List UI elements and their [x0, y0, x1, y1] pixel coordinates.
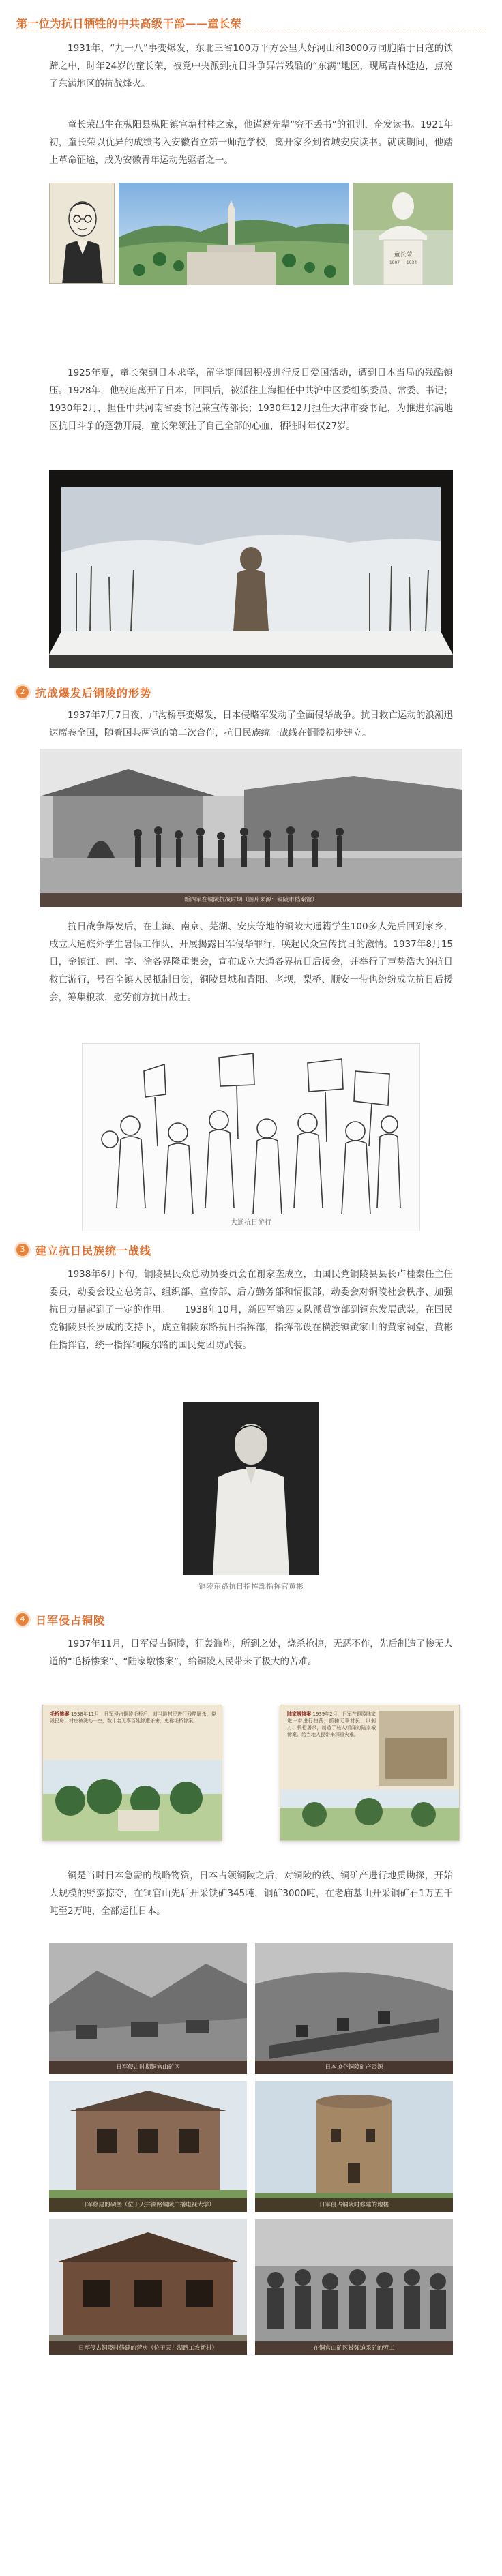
- section-3-paragraph-1: 1938年6月下旬，铜陵县民众总动员委员会在谢家垄成立，由国民党铜陵县县长卢桂秦任主任委员，动委会设立总务部、组织部、宣传部、后方勤务部和情报部，动委会对铜陵社会秩序、加强抗日力量起到了一定的作用。 1938年10月，新四军第四支队派黄宽部到铜东发展武装，在国民党铜陵县长罗成的支持下，成立铜陵东路抗日指挥部，指挥部设在横渡镇黄家山的黄家祠堂，黄彬任指挥官，统一指挥铜陵东路的国民党团防武装。: [49, 1269, 453, 1351]
- section-4-title: 日军侵占铜陵: [35, 1614, 106, 1627]
- section-1: [0, 12, 502, 31]
- mine-photo-3: [49, 2081, 247, 2212]
- diorama-exhibit-drawing: [49, 470, 453, 668]
- section-3-header: [16, 1240, 486, 1261]
- section-4-paragraph-2: 铜是当时日本急需的战略物资，日本占领铜陵之后，对铜陵的铁、铜矿产进行地质勘探，开始大规模的野蛮掠夺，在铜官山先后开采铁矿345吨，铜矿3000吨，在老庙基山开采铜矿石1万五千吨至2万吨，全部运往日本。: [49, 1870, 453, 1917]
- massacre-card-right-body: 1939年2月，日军在铜陵陆家墩一带进行扫荡，抓捕无辜村民，以刺刀、机枪屠杀，制造了骇人听闻的陆家墩惨案，给当地人民带来深重灾难。: [287, 1711, 376, 1737]
- section-2-badge: 2: [16, 686, 29, 698]
- section-1-paragraph-3: 1925年夏，童长荣到日本求学，留学期间因积极进行反日爱国活动，遭到日本当局的残酷镇压。1928年，他被迫离开了日本，回国后，被派往上海担任中共沪中区委组织委员、常委、书记；1930年2月，担任中共河南省委书记兼宣传部长；1930年12月担任天津市委书记，为推进东满地区抗日斗争的蓬勃开展，童长荣领注了自己全部的心血，牺牲时年仅27岁。: [49, 368, 453, 432]
- mine-photo-5-drawing: [49, 2219, 247, 2355]
- mine-photo-4: [255, 2081, 453, 2212]
- mine-photo-4-caption: 日军侵占铜陵时修建的炮楼: [255, 2198, 453, 2212]
- sketch-portrait-drawing: [50, 183, 115, 284]
- mine-photo-5: [49, 2219, 247, 2355]
- troops-march-photo: [40, 749, 462, 907]
- massacre-card-right: [280, 1705, 460, 1841]
- section-4-badge: 4: [16, 1613, 29, 1626]
- mine-photo-6-caption: 在铜官山矿区被强迫采矿的劳工: [255, 2341, 453, 2355]
- mine-photo-6: [255, 2219, 453, 2355]
- massacre-card-left-title: 毛桥惨案: [50, 1711, 70, 1717]
- section-1-paragraph-1: 1931年，“九一八”事变爆发，东北三省100万平方公里大好河山和3000万同胞陷于日寇的铁蹄之中，时年24岁的童长荣，被党中央派到抗日斗争异常残酷的“东满”地区，现属吉林延边，点亮了东满地区的抗战烽火。: [49, 43, 453, 89]
- section-3-badge: 3: [16, 1244, 29, 1256]
- protest-sketch-drawing: [83, 1044, 420, 1231]
- protest-sketch-caption: 大通抗日游行: [231, 1219, 271, 1227]
- massacre-card-right-title: 陆家墩惨案: [287, 1711, 312, 1717]
- mine-photo-1-drawing: [49, 1943, 247, 2074]
- memorial-site-drawing: [119, 183, 349, 285]
- huang-bin-portrait-drawing: [183, 1402, 319, 1575]
- section-1-header: [16, 12, 486, 31]
- massacre-card-left-body: 1938年11月，日军侵占铜陵毛桥后，对当地村民进行残酷屠杀，烧毁民房，村庄被洗劫一空，数十名无辜百姓惨遭杀害，史称毛桥惨案。: [50, 1711, 216, 1724]
- troops-march-caption: 新四军在铜陵抗战时期（图片来源：铜陵市档案馆）: [40, 893, 462, 907]
- massacre-card-left-text: [50, 1711, 216, 1724]
- mine-photo-2-caption: 日本掠夺铜陵矿产资源: [255, 2061, 453, 2074]
- section-4-paragraph-1: 1937年11月，日军侵占铜陵，狂轰滥炸，所到之处，烧杀抢掠，无恶不作，先后制造了惨无人道的“毛桥惨案”、“陆家墩惨案”，给铜陵人民带来了极大的苦难。: [49, 1638, 453, 1667]
- massacre-card-left-photo: [43, 1760, 222, 1841]
- mine-photo-3-caption: 日军修建的碉堡（位于天井湖路铜陵广播电视大学）: [49, 2198, 247, 2212]
- section-2-title: 抗战爆发后铜陵的形势: [35, 687, 152, 700]
- massacre-card-left: [42, 1705, 222, 1841]
- bust-statue-drawing: [353, 183, 453, 285]
- mine-photo-5-caption: 日军侵占铜陵时修建的营房（位于天井湖路工农新村）: [49, 2341, 247, 2355]
- massacre-card-right-photo-a: [379, 1711, 454, 1786]
- huang-bin-portrait-caption: 铜陵东路抗日指挥部指挥官黄彬: [198, 1582, 304, 1591]
- section-4-header: [16, 1609, 486, 1631]
- huang-bin-portrait-photo: [183, 1402, 319, 1575]
- mine-photo-2: [255, 1943, 453, 2074]
- mine-photo-1: [49, 1943, 247, 2074]
- section-2-paragraph-2: 抗日战争爆发后，在上海、南京、芜湖、安庆等地的铜陵大通籍学生100多人先后回到家乡，成立大通旅外学生暑假工作队，开展揭露日军侵华罪行，唤起民众宣传抗日的激情。1937年8月15日，金镇江、南、字、徐各界隆重集会，宣布成立大通各界抗日后援会，并举行了声势浩大的抗日救亡游行，号召全镇人民抵制日货，铜陵县城和青阳、老坝，梨桥、顺安一带也纷纷成立抗日后援会，筹集粮款，慰劳前方抗日战士。: [49, 921, 453, 1003]
- section-1-title: 第一位为抗日牺牲的中共高级干部——童长荣: [16, 17, 242, 30]
- mine-photo-2-drawing: [255, 1943, 453, 2074]
- memorial-site-photo: [119, 183, 349, 285]
- diorama-exhibit-photo: [49, 470, 453, 668]
- massacre-card-right-text: [287, 1711, 376, 1738]
- mine-photo-1-caption: 日军侵占时期铜官山矿区: [49, 2061, 247, 2074]
- sketch-portrait-image: [49, 183, 115, 284]
- mine-photo-4-drawing: [255, 2081, 453, 2212]
- section-2-paragraph-1: 1937年7月7日夜，卢沟桥事变爆发，日本侵略军发动了全面侵华战争。抗日救亡运动的浪潮迅速席卷全国，随着国共两党的第二次合作，抗日民族统一战线在铜陵初步建立。: [49, 710, 453, 738]
- section-2-header: [16, 682, 486, 704]
- massacre-card-right-photo-b: [280, 1790, 460, 1841]
- bust-plaque-name: 童长荣: [394, 252, 413, 258]
- section-1-paragraph-2: 童长荣出生在枞阳县枞阳镇官塘村桂之家，他谨遵先辈“穷不丢书”的祖训，奋发读书。1921年初，童长荣以优异的成绩考入安徽省立第一师范学校，离开家乡到省城安庆读书。就读期间，他踏上革命征途，成为安徽青年运动先驱者之一。: [49, 119, 453, 166]
- mine-photo-6-drawing: [255, 2219, 453, 2355]
- bust-statue-photo: [353, 183, 453, 285]
- troops-march-drawing: [40, 749, 462, 907]
- protest-sketch-image: [82, 1043, 420, 1231]
- mine-photo-3-drawing: [49, 2081, 247, 2212]
- bust-plaque-years: 1907 — 1934: [389, 260, 417, 265]
- section-3-title: 建立抗日民族统一战线: [35, 1244, 152, 1257]
